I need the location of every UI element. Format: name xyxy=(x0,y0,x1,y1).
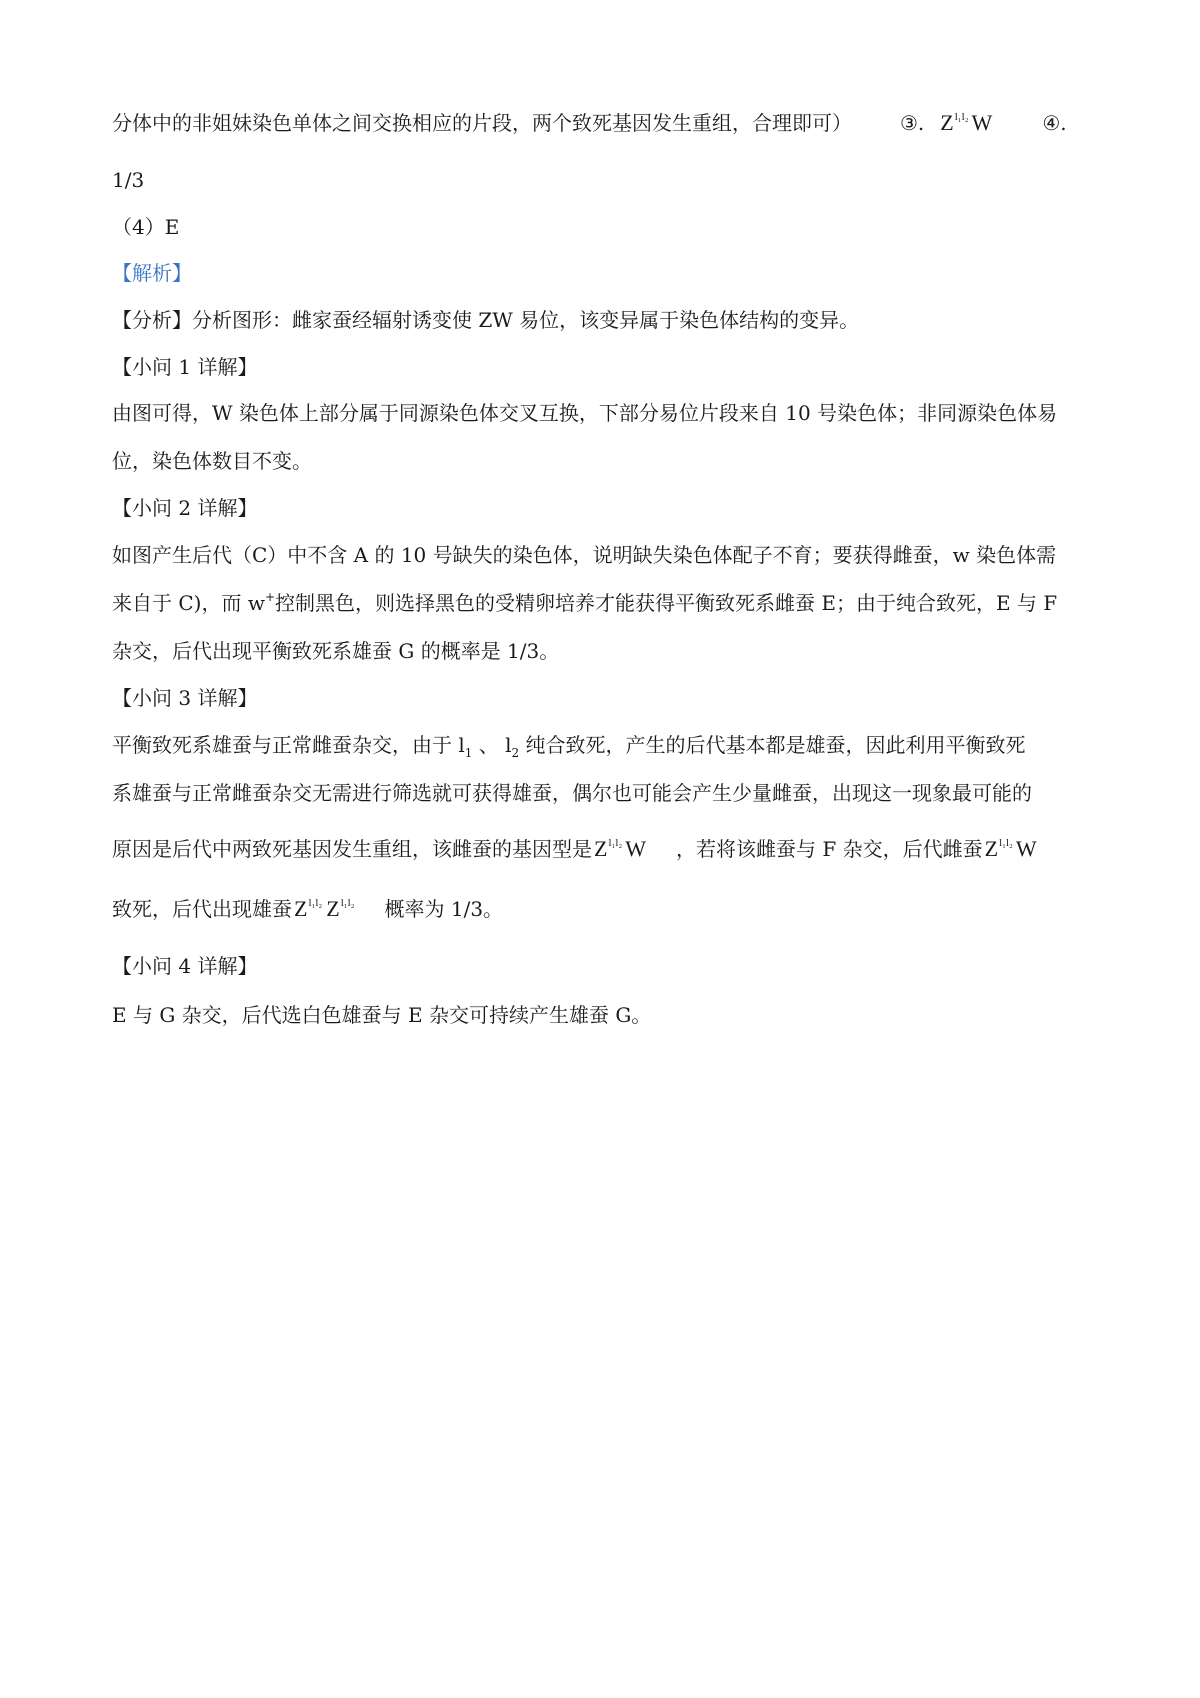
answer-mark-3: ③. xyxy=(900,111,925,135)
q1-line-2: 位，染色体数目不变。 xyxy=(112,449,312,473)
genotype-zw: $Z^{l_1l_2}$ W xyxy=(984,836,1037,861)
answer-q4: （4）E xyxy=(112,215,180,239)
answer-value-third: 1/3 xyxy=(112,168,145,192)
q3-line-4: 致死，后代出现雄蚕$Z^{l_1l_2}$ $Z^{l_1l_2}$ 概率为 1/3。 xyxy=(112,894,503,928)
q3-heading: 【小问 3 详解】 xyxy=(112,686,258,710)
q2-line-1: 如图产生后代（C）中不含 A 的 10 号缺失的染色体，说明缺失染色体配子不育；要获得雌蚕，w 染色体需 xyxy=(112,543,1057,567)
genotype-zz: $Z^{l_1l_2}$ xyxy=(326,896,355,921)
analysis-label: 【解析】 xyxy=(112,261,192,285)
q4-heading: 【小问 4 详解】 xyxy=(112,954,258,978)
q4-line-1: E 与 G 杂交，后代选白色雄蚕与 E 杂交可持续产生雄蚕 G。 xyxy=(112,1003,652,1027)
genotype-zz: $Z^{l_1l_2}$ xyxy=(294,896,323,921)
analysis-text: 【分析】分析图形：雌家蚕经辐射诱变使 ZW 易位，该变异属于染色体结构的变异。 xyxy=(112,308,860,332)
answer-text: 分体中的非姐妹染色单体之间交换相应的片段，两个致死基因发生重组，合理即可） xyxy=(112,111,852,135)
q3-line-1: 平衡致死系雄蚕与正常雌蚕杂交，由于 $l_1$ 、 $l_2$ 纯合致死，产生的后代基本都是雄蚕，因此利用平衡致死 xyxy=(112,733,1026,760)
q2-heading: 【小问 2 详解】 xyxy=(112,496,258,520)
q2-line-3: 杂交，后代出现平衡致死系雄蚕 G 的概率是 1/3。 xyxy=(112,639,560,663)
q3-line-3: 原因是后代中两致死基因发生重组，该雌蚕的基因型是$Z^{l_1l_2}$ W ，若将该雌蚕与 F 杂交，后代雌蚕$Z^{l_1l_2}$ W xyxy=(112,834,1039,868)
answer-mark-4: ④. xyxy=(1042,111,1067,135)
q2-line-2: 来自于 C)，而 w+控制黑色，则选择黑色的受精卵培养才能获得平衡致死系雌蚕 E；由于纯合致死，E 与 F xyxy=(112,590,1058,615)
q3-line-2: 系雄蚕与正常雌蚕杂交无需进行筛选就可获得雄蚕，偶尔也可能会产生少量雌蚕，出现这一现象最可能的 xyxy=(112,781,1032,805)
genotype-zw: $Z^{l_1l_2}$ W xyxy=(594,836,647,861)
genotype-zw: $Z^{l_1l_2}$ W xyxy=(940,110,993,135)
q1-heading: 【小问 1 详解】 xyxy=(112,355,258,379)
answer-line-1 xyxy=(112,108,1067,142)
q1-line-1: 由图可得，W 染色体上部分属于同源染色体交叉互换，下部分易位片段来自 10 号染色体；非同源染色体易 xyxy=(112,401,1058,425)
